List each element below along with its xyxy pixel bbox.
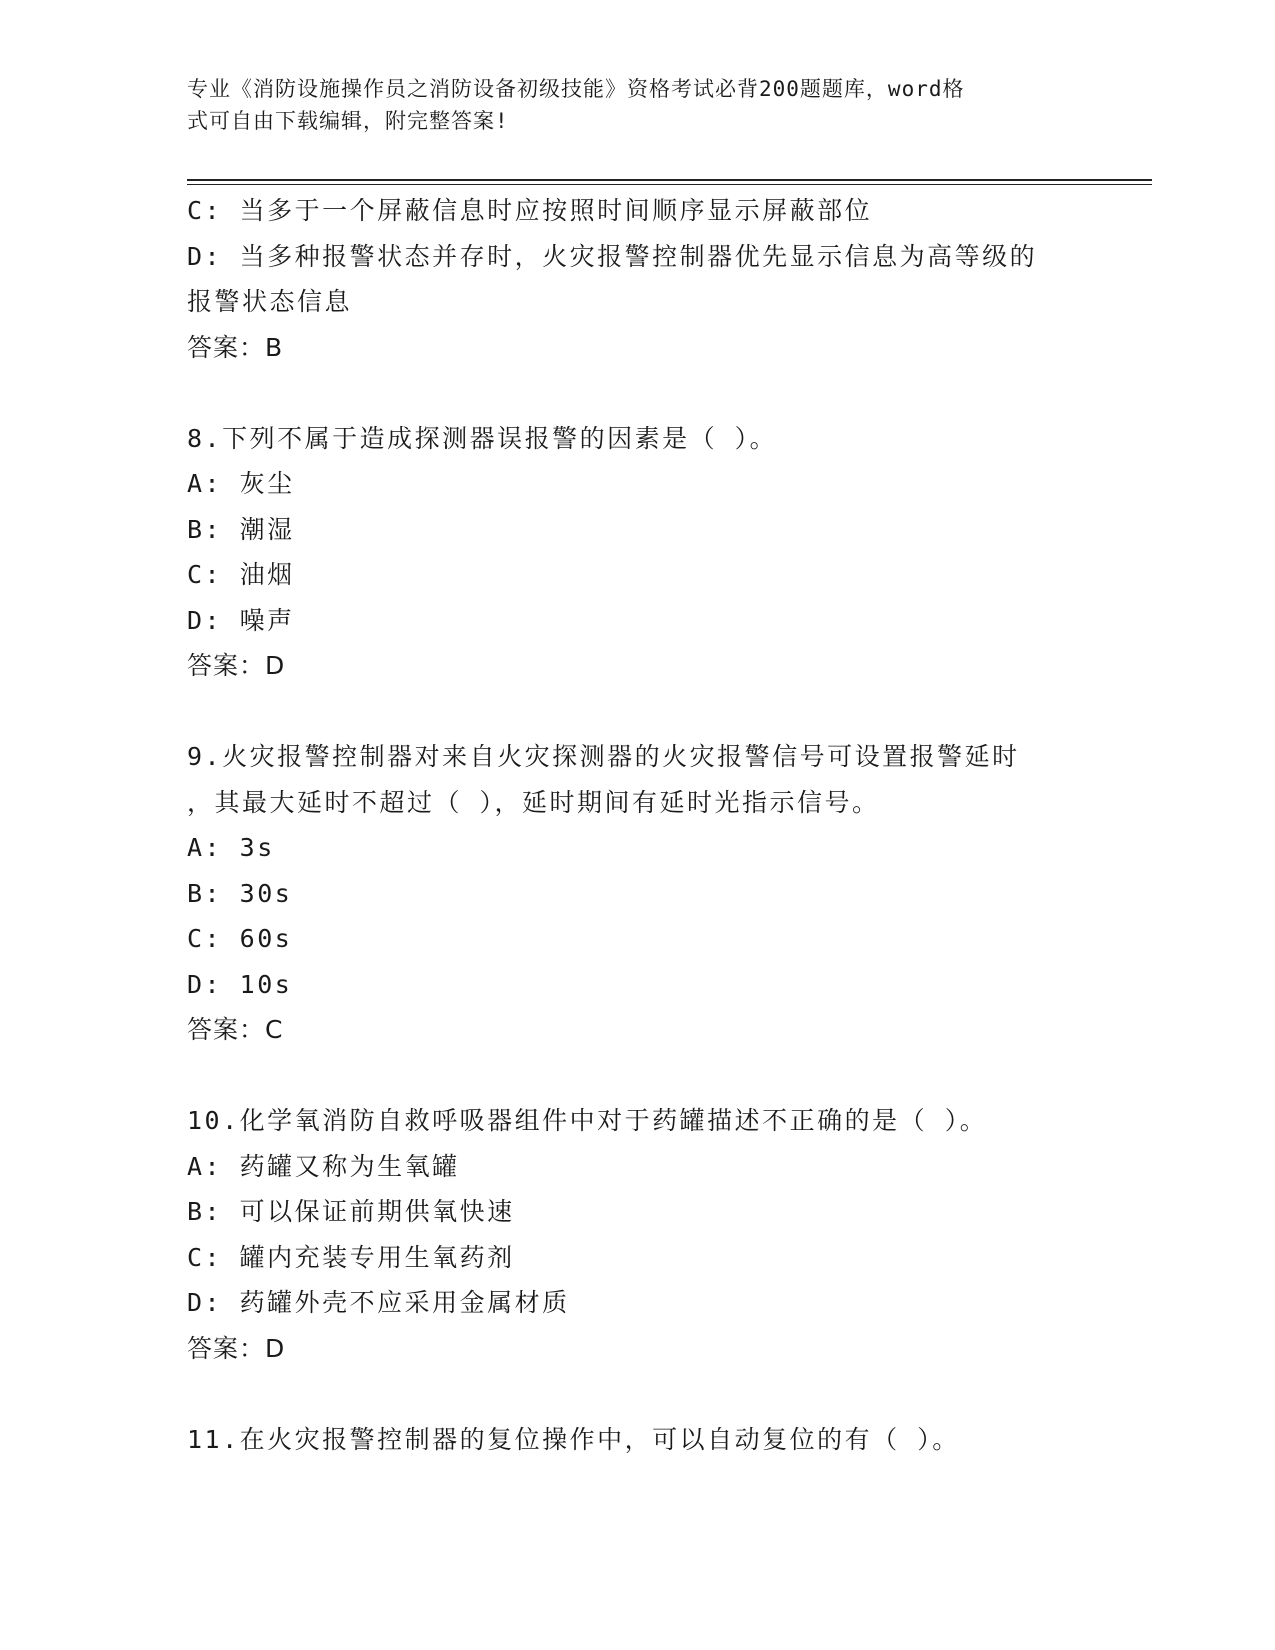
q10-option-c: C: 罐内充装专用生氧药剂 — [187, 1242, 515, 1272]
q10-stem: 10.化学氧消防自救呼吸器组件中对于药罐描述不正确的是（ ）。 — [187, 1106, 988, 1135]
q10-answer: 答案：D — [187, 1333, 286, 1363]
q9-option-c: C: 60s — [187, 924, 293, 953]
prev-answer: 答案：B — [187, 332, 284, 362]
q11-stem: 11.在火灾报警控制器的复位操作中，可以自动复位的有（ ）。 — [187, 1424, 960, 1454]
q9-option-a: A: 3s — [187, 833, 275, 862]
q9-answer: 答案：C — [187, 1015, 284, 1044]
header-rule-thin — [187, 184, 1152, 185]
question-content — [187, 188, 1087, 1462]
q8-stem: 8.下列不属于造成探测器误报警的因素是（ ）。 — [187, 423, 778, 453]
q10-option-a: A: 药罐又称为生氧罐 — [187, 1151, 460, 1181]
q9-stem-line-2: ，其最大延时不超过（ ），延时期间有延时光指示信号。 — [187, 787, 880, 817]
q8-option-b: B: 潮湿 — [187, 514, 295, 544]
header-rule-thick — [187, 179, 1152, 181]
q10-option-b: B: 可以保证前期供氧快速 — [187, 1197, 515, 1226]
q8-option-d: D: 噪声 — [187, 605, 295, 635]
header-line-2: 式可自由下载编辑，附完整答案! — [187, 109, 509, 133]
q9-option-b: B: 30s — [187, 878, 293, 908]
prev-option-d-line-1: D: 当多种报警状态并存时，火灾报警控制器优先显示信息为高等级的 — [187, 241, 1038, 271]
document-header — [187, 73, 1067, 137]
prev-option-c: C: 当多于一个屏蔽信息时应按照时间顺序显示屏蔽部位 — [187, 196, 873, 225]
q8-option-c: C: 油烟 — [187, 560, 295, 589]
q9-stem-line-1: 9.火灾报警控制器对来自火灾探测器的火灾报警信号可设置报警延时 — [187, 742, 1020, 771]
q10-option-d: D: 药罐外壳不应采用金属材质 — [187, 1288, 570, 1317]
q8-answer: 答案：D — [187, 651, 286, 680]
header-line-1: 专业《消防设施操作员之消防设备初级技能》资格考试必背200题题库，word格 — [187, 77, 965, 101]
q9-option-d: D: 10s — [187, 969, 293, 999]
prev-option-d-line-2: 报警状态信息 — [187, 287, 353, 316]
q8-option-a: A: 灰尘 — [187, 469, 295, 498]
